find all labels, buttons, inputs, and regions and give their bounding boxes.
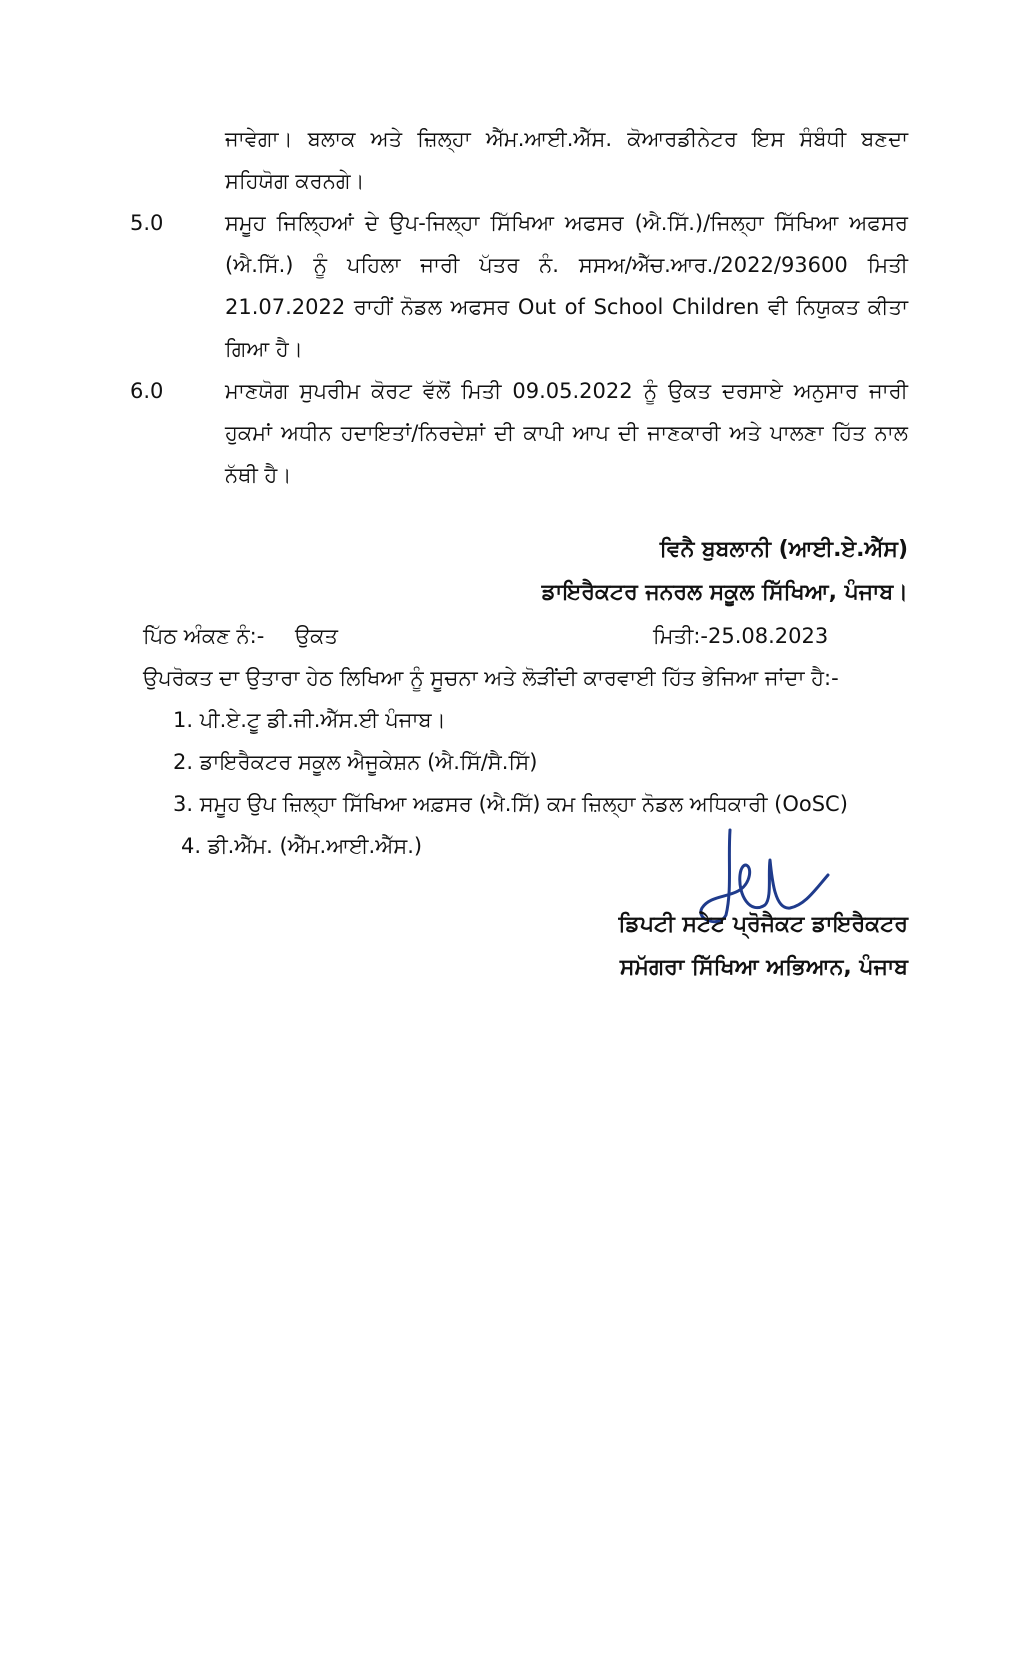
item-text-6: ਮਾਣਯੋਗ ਸੁਪਰੀਮ ਕੋਰਟ ਵੱਲੋਂ ਮਿਤੀ 09.05.2022 ਨੂੰ ਉਕਤ ਦਰਸਾਏ ਅਨੁਸਾਰ ਜਾਰੀ ਹੁਕਮਾਂ ਅਧੀਨ ਹਦਾਇਤਾਂ/ਨਿਰਦੇਸ਼ਾਂ ਦੀ ਕਾਪੀ ਆਪ ਦੀ ਜਾਣਕਾਰੀ ਅਤੇ ਪਾਲਣਾ ਹਿੱਤ ਨਾਲ ਨੱਥੀ ਹੈ। (225, 379, 908, 487)
endorsement-ref-value: ਉਕਤ (295, 624, 338, 648)
item-number-6: 6.0 (130, 379, 164, 403)
paragraph-continuation: ਜਾਵੇਗਾ। ਬਲਾਕ ਅਤੇ ਜ਼ਿਲ੍ਹਾ ਐੱਮ.ਆਈ.ਐੱਸ. ਕੋਆਰਡੀਨੇਟਰ ਇਸ ਸੰਬੰਧੀ ਬਣਦਾ ਸਹਿਯੋਗ ਕਰਨਗੇ। (225, 127, 908, 193)
recipient-item: 4. ਡੀ.ਐੱਮ. (ਐੱਮ.ਆਈ.ਐੱਸ.) (181, 834, 423, 858)
second-signatory-designation: ਡਿਪਟੀ ਸਟੇਟ ਪ੍ਰੋਜੈਕਟ ਡਾਇਰੈਕਟਰ (618, 912, 908, 937)
second-signatory-organisation: ਸਮੱਗਰਾ ਸਿੱਖਿਆ ਅਭਿਆਨ, ਪੰਜਾਬ (619, 955, 908, 980)
signatory-designation: ਡਾਇਰੈਕਟਰ ਜਨਰਲ ਸਕੂਲ ਸਿੱਖਿਆ, ਪੰਜਾਬ। (541, 580, 908, 605)
recipient-item: 2. ਡਾਇਰੈਕਟਰ ਸਕੂਲ ਐਜੂਕੇਸ਼ਨ (ਐ.ਸਿੱ/ਸੈ.ਸਿੱ) (173, 750, 538, 774)
endorsement-intro: ਉਪਰੋਕਤ ਦਾ ਉਤਾਰਾ ਹੇਠ ਲਿਖਿਆ ਨੂੰ ਸੂਚਨਾ ਅਤੇ ਲੋੜੀਂਦੀ ਕਾਰਵਾਈ ਹਿੱਤ ਭੇਜਿਆ ਜਾਂਦਾ ਹੈ:- (143, 666, 839, 690)
endorsement-ref-label: ਪਿੱਠ ਅੰਕਣ ਨੰ:- (143, 624, 265, 648)
recipient-item: 3. ਸਮੂਹ ਉਪ ਜ਼ਿਲ੍ਹਾ ਸਿੱਖਿਆ ਅਫ਼ਸਰ (ਐ.ਸਿੱ) ਕਮ ਜ਼ਿਲ੍ਹਾ ਨੋਡਲ ਅਧਿਕਾਰੀ (OoSC) (173, 792, 848, 816)
signatory-name: ਵਿਨੈ ਬੁਬਲਾਨੀ (ਆਈ.ਏ.ਐੱਸ) (659, 537, 908, 562)
endorsement-date: ਮਿਤੀ:-25.08.2023 (653, 624, 829, 648)
item-number-5: 5.0 (130, 211, 164, 235)
recipient-item: 1. ਪੀ.ਏ.ਟੂ ਡੀ.ਜੀ.ਐੱਸ.ਈ ਪੰਜਾਬ। (173, 708, 446, 732)
item-text-5: ਸਮੂਹ ਜਿਲ੍ਹਿਆਂ ਦੇ ਉਪ-ਜਿਲ੍ਹਾ ਸਿੱਖਿਆ ਅਫਸਰ (ਐ.ਸਿੱ.)/ਜਿਲ੍ਹਾ ਸਿੱਖਿਆ ਅਫਸਰ (ਐ.ਸਿੱ.) ਨੂੰ ਪਹਿਲਾ ਜਾਰੀ ਪੱਤਰ ਨੰ. ਸਸਅ/ਐੱਚ.ਆਰ./2022/93600 ਮਿਤੀ 21.07.2022 ਰਾਹੀਂ ਨੋਡਲ ਅਫਸਰ Out of School Children ਵੀ ਨਿਯੁਕਤ ਕੀਤਾ ਗਿਆ ਹੈ। (225, 211, 908, 361)
